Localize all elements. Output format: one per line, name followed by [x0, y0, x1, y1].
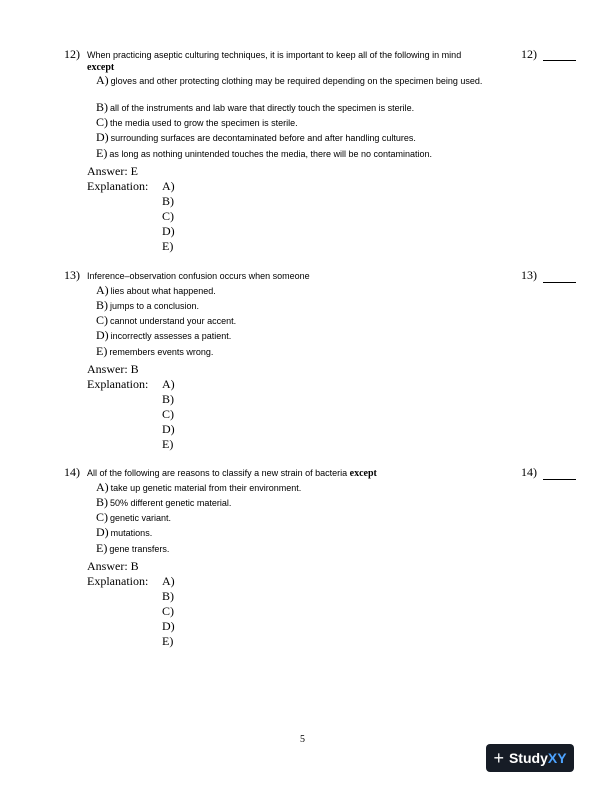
option-d — [96, 329, 516, 342]
answer: Answer: B — [87, 559, 139, 573]
option-letter: B) — [96, 100, 108, 114]
explanation-d: D) — [162, 422, 175, 436]
option-letter: D) — [96, 130, 109, 144]
option-text: take up genetic material from their environment. — [110, 483, 302, 493]
option-letter: C) — [96, 115, 108, 129]
explanation-e: E) — [162, 634, 174, 648]
option-e — [96, 345, 516, 358]
option-e — [96, 542, 516, 555]
option-b — [96, 101, 516, 114]
explanation-e: E) — [162, 437, 174, 451]
explanation-a: A) — [162, 179, 175, 193]
option-text: 50% different genetic material. — [110, 498, 232, 508]
explanation-b: B) — [162, 194, 174, 208]
option-letter: C) — [96, 510, 108, 524]
option-e — [96, 147, 516, 160]
answer-blank[interactable] — [543, 48, 576, 61]
question-text — [87, 49, 507, 74]
option-letter: A) — [96, 73, 109, 87]
question-text — [87, 467, 507, 480]
option-c — [96, 116, 516, 129]
explanation-label: Explanation: — [87, 377, 149, 391]
explanation-c: C) — [162, 209, 174, 223]
explanation-b: B) — [162, 589, 174, 603]
question-number: 13) — [64, 268, 80, 282]
option-text: cannot understand your accent. — [110, 316, 237, 326]
question-number: 14) — [64, 465, 80, 479]
option-c — [96, 314, 516, 327]
option-a — [96, 74, 510, 87]
option-d — [96, 526, 516, 539]
option-text: remembers events wrong. — [109, 347, 214, 357]
explanation-a: A) — [162, 574, 175, 588]
question-number: 12) — [64, 47, 80, 61]
option-a — [96, 284, 516, 297]
answer: Answer: E — [87, 164, 138, 178]
option-a — [96, 481, 516, 494]
page-number: 5 — [300, 734, 305, 745]
explanation-c: C) — [162, 407, 174, 421]
option-letter: C) — [96, 313, 108, 327]
option-letter: A) — [96, 480, 109, 494]
explanation-d: D) — [162, 619, 175, 633]
option-b — [96, 299, 516, 312]
question-emphasis: except — [349, 468, 377, 479]
option-b — [96, 496, 516, 509]
option-text: the media used to grow the specimen is sterile. — [110, 118, 298, 128]
answer-blank[interactable] — [543, 270, 576, 283]
studyxy-logo[interactable] — [486, 744, 574, 772]
question-stem: Inference–observation confusion occurs when someone — [87, 271, 310, 281]
option-letter: E) — [96, 146, 108, 160]
explanation-b: B) — [162, 392, 174, 406]
option-letter: E) — [96, 541, 108, 555]
brand-prefix: Study — [508, 750, 548, 766]
option-text: lies about what happened. — [110, 286, 216, 296]
option-d — [96, 131, 516, 144]
question-stem: When practicing aseptic culturing techniques, it is important to keep all of the following in mind — [87, 50, 462, 60]
question-emphasis: except — [87, 62, 115, 73]
option-text: as long as nothing unintended touches the media, there will be no contamination. — [109, 149, 433, 159]
explanation-a: A) — [162, 377, 175, 391]
explanation-label: Explanation: — [87, 179, 149, 193]
plus-icon: + — [493, 747, 504, 768]
option-text: gloves and other protecting clothing may be required depending on the specimen being used. — [110, 76, 483, 86]
explanation-c: C) — [162, 604, 174, 618]
option-c — [96, 511, 516, 524]
answer-number: 12) — [521, 47, 537, 61]
question-stem: All of the following are reasons to classify a new strain of bacteria — [87, 468, 348, 478]
option-text: genetic variant. — [110, 513, 172, 523]
question-text — [87, 270, 507, 282]
explanation-d: D) — [162, 224, 175, 238]
option-letter: B) — [96, 298, 108, 312]
answer-number: 14) — [521, 465, 537, 479]
option-text: mutations. — [110, 528, 153, 538]
option-text: incorrectly assesses a patient. — [110, 331, 232, 341]
explanation-label: Explanation: — [87, 574, 149, 588]
answer: Answer: B — [87, 362, 139, 376]
brand-suffix: XY — [547, 750, 567, 766]
option-letter: B) — [96, 495, 108, 509]
explanation-e: E) — [162, 239, 174, 253]
answer-blank[interactable] — [543, 467, 576, 480]
option-text: surrounding surfaces are decontaminated before and after handling cultures. — [110, 133, 416, 143]
answer-number: 13) — [521, 268, 537, 282]
option-letter: D) — [96, 328, 109, 342]
option-text: gene transfers. — [109, 544, 170, 554]
option-text: all of the instruments and lab ware that directly touch the specimen is sterile. — [110, 103, 415, 113]
option-letter: E) — [96, 344, 108, 358]
option-letter: A) — [96, 283, 109, 297]
option-text: jumps to a conclusion. — [110, 301, 200, 311]
option-letter: D) — [96, 525, 109, 539]
